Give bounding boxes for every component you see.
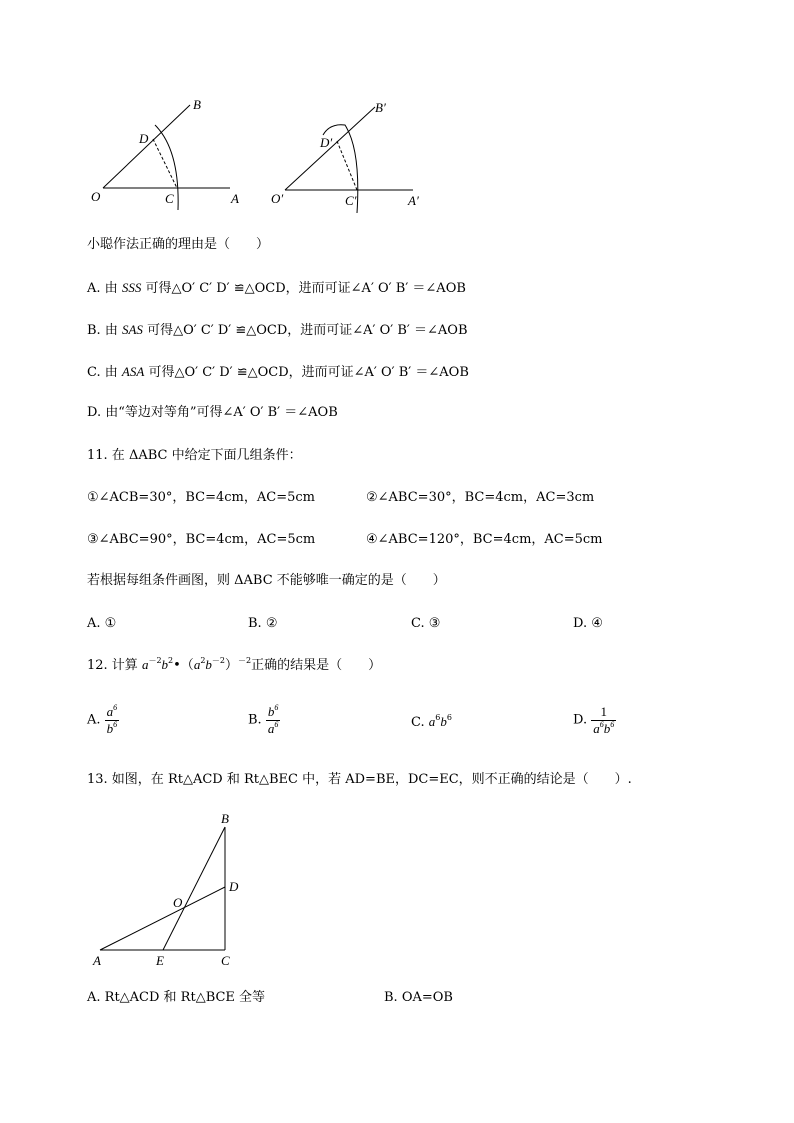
label-d: D [139, 131, 149, 146]
option-letter: B. [248, 712, 262, 728]
fraction-b6-over-a6 [266, 704, 281, 737]
q12-option-a[interactable] [87, 704, 119, 737]
option-rule: SSS [121, 280, 142, 295]
frac-den-b: b [603, 721, 611, 736]
label-a-prime: A′ [408, 193, 419, 208]
frac-num: 1 [591, 704, 616, 721]
c-a: a [428, 714, 436, 729]
q12-option-b[interactable] [248, 704, 280, 737]
expr-c: a [193, 657, 201, 672]
frac-num-exp: 6 [274, 703, 279, 712]
frac-den: b [106, 721, 114, 736]
label-o: O [173, 895, 183, 910]
q12-option-d[interactable] [573, 704, 616, 737]
q11-condition-2: ②∠ABC=30°，BC=4cm，AC=3cm [366, 490, 595, 505]
label-c: C [165, 191, 174, 206]
q12-stem-suffix: 正确的结果是（ ） [251, 658, 382, 673]
option-text: 可得△O′ C′ D′ ≌△OCD，进而可证∠A′ O′ B′ ＝∠AOB [145, 281, 466, 296]
fraction-a6-over-b6 [105, 704, 120, 737]
q11-option-a[interactable]: A. ① [87, 616, 117, 631]
q11-option-b[interactable]: B. ② [248, 616, 278, 631]
c-b-exp: 6 [446, 713, 452, 722]
frac-den-a-exp: 6 [599, 720, 604, 729]
q11-condition-3: ③∠ABC=90°，BC=4cm，AC=5cm [87, 532, 316, 547]
q10-option-c[interactable] [87, 363, 469, 382]
frac-den-exp: 6 [113, 720, 118, 729]
label-b: B [221, 811, 229, 826]
label-o-prime: O′ [271, 191, 284, 206]
q13-option-b[interactable]: B. OA=OB [384, 990, 453, 1005]
expr-close: ） [225, 658, 239, 673]
exp-1: －2 [148, 656, 162, 665]
label-b-prime: B′ [375, 100, 386, 115]
option-prefix: 由 [104, 281, 118, 296]
option-letter: B. [87, 323, 101, 338]
c-b: b [440, 714, 447, 729]
option-text: 由“等边对等角”可得∠A′ O′ B′ ＝∠AOB [105, 405, 338, 420]
exp-5: －2 [238, 656, 252, 665]
q10-option-b[interactable] [87, 321, 468, 340]
label-c-prime: C′ [345, 193, 357, 208]
label-d-prime: D′ [320, 135, 333, 150]
option-letter: D. [87, 405, 102, 420]
q12-stem-prefix: 12. 计算 [87, 658, 138, 673]
frac-den-exp: 6 [274, 720, 279, 729]
label-o: O [91, 189, 101, 204]
frac-num: a [106, 704, 114, 719]
exp-4: －2 [211, 656, 225, 665]
option-rule: ASA [121, 364, 145, 379]
fraction-1-over-a6b6 [591, 704, 616, 737]
option-letter: A. [87, 712, 101, 728]
option-letter: A. [87, 281, 101, 296]
label-c: C [221, 953, 230, 968]
frac-den-a: a [593, 721, 600, 736]
q11-option-d[interactable]: D. ④ [573, 616, 603, 631]
label-d: D [229, 879, 239, 894]
expr-a: a [141, 657, 149, 672]
segment-eb [163, 827, 225, 950]
exp-3: 2 [200, 656, 206, 665]
label-e: E [156, 953, 164, 968]
option-letter: C. [87, 365, 101, 380]
q10-option-d[interactable] [87, 404, 338, 422]
option-prefix: 由 [104, 365, 118, 380]
label-a: A [93, 953, 101, 968]
expr-d: b [205, 657, 212, 672]
option-text: 可得△O′ C′ D′ ≌△OCD，进而可证∠A′ O′ B′ ＝∠AOB [147, 323, 468, 338]
exp-2: 2 [168, 656, 174, 665]
frac-den-b-exp: 6 [610, 720, 615, 729]
q11-condition-1: ①∠ACB=30°，BC=4cm，AC=5cm [87, 490, 315, 505]
figure-angle-copy [265, 95, 440, 215]
q11-stem: 11. 在 ΔABC 中给定下面几组条件： [87, 448, 302, 463]
q12-option-c[interactable] [411, 713, 452, 732]
frac-den: a [267, 721, 275, 736]
q10-option-a[interactable] [87, 279, 466, 298]
q12-stem [87, 656, 381, 675]
c-a-exp: 6 [435, 713, 441, 722]
q10-stem: 小聪作法正确的理由是（ ） [87, 237, 270, 252]
q13-option-a[interactable]: A. Rt△ACD 和 Rt△BCE 全等 [87, 990, 266, 1005]
option-prefix: 由 [104, 323, 118, 338]
label-a: A [231, 191, 239, 206]
q11-question: 若根据每组条件画图，则 ΔABC 不能够唯一确定的是（ ） [87, 573, 446, 588]
figure-angle-original [85, 95, 255, 215]
frac-num: b [267, 704, 275, 719]
q11-option-c[interactable]: C. ③ [411, 616, 441, 631]
option-text: 可得△O′ C′ D′ ≌△OCD，进而可证∠A′ O′ B′ ＝∠AOB [148, 365, 469, 380]
expr-b: b [161, 657, 169, 672]
segment-ad [100, 887, 225, 950]
figure-triangles [85, 805, 260, 975]
expr-dot: •（ [173, 658, 194, 673]
dashed-dc [153, 139, 177, 188]
label-b: B [193, 97, 201, 112]
option-letter: D. [573, 712, 588, 728]
option-rule: SAS [121, 322, 143, 337]
q13-stem: 13. 如图，在 Rt△ACD 和 Rt△BEC 中，若 AD=BE，DC=EC，则不正确的结论是（ ）. [87, 772, 632, 787]
frac-num-exp: 6 [113, 703, 118, 712]
option-letter: C. [411, 715, 425, 730]
q11-condition-4: ④∠ABC=120°，BC=4cm，AC=5cm [366, 532, 603, 547]
